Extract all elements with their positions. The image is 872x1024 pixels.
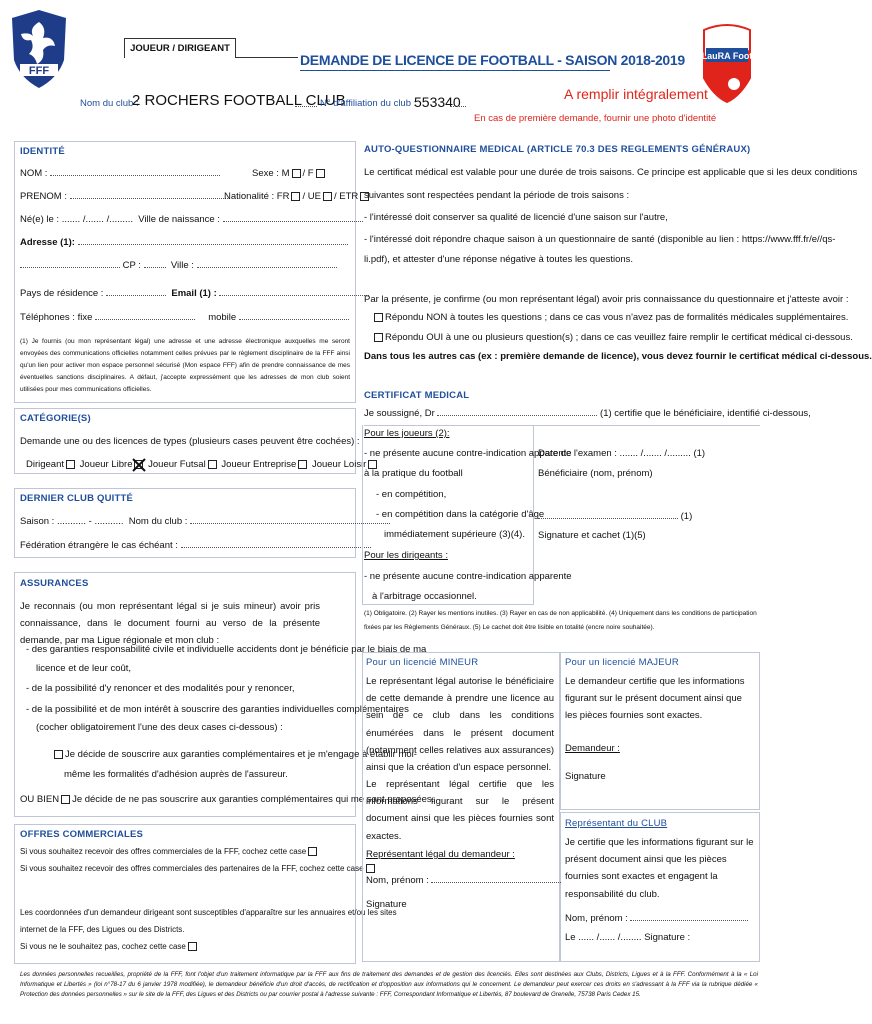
majeur-p1: Le demandeur certifie que les informations figurant sur le présent document ainsi que les pièces fournies sont exactes. <box>565 676 745 722</box>
certif-dr-label: Je soussigné, Dr <box>364 408 435 419</box>
majeur-sig[interactable]: Signature <box>565 771 606 782</box>
aq-r2 <box>372 331 853 344</box>
checked-mark-icon <box>132 458 146 472</box>
ou-bien-label: OU BIEN <box>20 794 60 805</box>
majeur-title: Pour un licencié MAJEUR <box>565 657 679 668</box>
certif-j3a: - en compétition dans la catégorie d'âge <box>376 509 545 520</box>
certif-dirigeants: Pour les dirigeants : <box>364 550 448 561</box>
cat-libre-checkbox[interactable] <box>134 460 143 469</box>
nat-fr-checkbox[interactable] <box>291 192 300 201</box>
date-naissance: Né(e) le : ....... /....... /......... <box>20 214 133 225</box>
assur-refuser-checkbox[interactable] <box>61 795 70 804</box>
nationalite-label: Nationalité : FR <box>224 191 290 202</box>
certif-sig-note: (1) <box>680 511 693 522</box>
club-rep-title: Représentant du CLUB <box>565 818 668 829</box>
offres-fff-checkbox[interactable] <box>308 847 317 856</box>
assurances-title: ASSURANCES <box>20 578 89 589</box>
certif-date[interactable]: Date de l'examen : ....... /....... /......... (1) <box>538 448 706 459</box>
certif-j3b: immédiatement supérieure (3)(4). <box>384 529 525 540</box>
categorie-title: CATÉGORIE(S) <box>20 413 91 424</box>
certif-d1: - ne présente aucune contre-indication apparente <box>364 571 572 582</box>
assur-b3a: - de la possibilité et de mon intérêt à souscrire des garanties individuelles complémentaires <box>26 704 409 715</box>
affil-dots <box>450 106 466 107</box>
aq-p2: Par la présente, je confirme (ou mon représentant légal) avoir pris connaissance du questionnaire et j'atteste avoir : <box>364 294 849 305</box>
mineur-p2: Le représentant légal certifie que les informations figurant sur le présent document ainsi que les pièces fournies sont exactes. <box>366 779 554 842</box>
adresse-field[interactable] <box>20 236 348 249</box>
prenom-field[interactable] <box>20 190 230 203</box>
nat-ue-label: / UE <box>302 191 321 202</box>
offres-annuaire-b: internet de la FFF, des Ligues ou des Districts. <box>20 925 185 934</box>
club-rep-p1: Je certifie que les informations figurant sur le présent document ainsi que les pièces fournies sont exactes et engagent la responsabilité du club. <box>565 837 754 900</box>
laura-logo-text: LauRA Foot <box>701 51 753 61</box>
majeur-dem: Demandeur : <box>565 743 620 754</box>
club-dots <box>295 106 317 107</box>
mineur-sig[interactable]: Signature <box>366 899 407 910</box>
certif-notes: (1) Obligatoire. (2) Rayer les mentions inutiles. (3) Rayer en cas de non applicabilité. (4) Uniquement dans les conditions de participation fixées par les Règlements Généraux. (5) Le cachet doit être lisible en totalité (encre noire souhaitée). <box>364 610 757 631</box>
offres-fff-label: Si vous souhaitez recevoir des offres commerciales de la FFF, cochez cette case <box>20 847 307 856</box>
dernier-club-title: DERNIER CLUB QUITTÉ <box>20 493 134 504</box>
assur-b2: - de la possibilité d'y renoncer et des modalités pour y renoncer, <box>26 683 295 694</box>
sexe-m-checkbox[interactable] <box>292 169 301 178</box>
aq-p1b: suivantes sont respectées pendant la période de trois saisons : <box>364 190 630 201</box>
certif-certifie-label: (1) certifie que le bénéficiaire, identifié ci-dessous, <box>600 408 811 419</box>
cat-dirigeant-label: Dirigeant <box>26 459 65 470</box>
nat-etr-label: / ETR <box>333 191 359 202</box>
aq-c1: - l'intéressé doit conserver sa qualité de licencié d'une saison sur l'autre, <box>364 212 668 223</box>
assur-b1b: licence et de leur coût, <box>36 663 132 674</box>
complete-note: A remplir intégralement <box>564 86 708 102</box>
offres-refus <box>20 941 199 952</box>
certif-sig-line[interactable] <box>538 510 692 523</box>
cat-libre-label: Joueur Libre <box>79 459 133 470</box>
aq-c2a: - l'intéressé doit répondre chaque saison à un questionnaire de santé (disponible au lien : https://www.fff.fr/e//qs- <box>364 234 836 245</box>
cat-futsal-label: Joueur Futsal <box>148 459 206 470</box>
assur-b1a: - des garanties responsabilité civile et individuelle accidents dont je bénéficie par le biais de ma <box>26 644 427 655</box>
certif-joueurs: Pour les joueurs (2): <box>364 428 450 439</box>
cp-ville-field[interactable] <box>20 259 337 272</box>
federation-field[interactable] <box>20 539 371 552</box>
cat-futsal-checkbox[interactable] <box>208 460 217 469</box>
auto-quest-title: AUTO-QUESTIONNAIRE MEDICAL (ARTICLE 70.3 DES REGLEMENTS GÉNÉRAUX) <box>364 144 751 155</box>
identite-title: IDENTITÉ <box>20 146 65 157</box>
aq-non-checkbox[interactable] <box>374 313 383 322</box>
aq-r2-label: Répondu OUI à une ou plusieurs question(s) ; dans ce cas veuillez faire remplir le certificat médical ci-dessous. <box>385 332 853 343</box>
certificat-title: CERTIFICAT MEDICAL <box>364 390 470 401</box>
assur-opt2-label: Je décide de ne pas souscrire aux garanties complémentaires qui me sont proposées. <box>72 794 435 805</box>
laura-logo <box>700 22 754 104</box>
club-rep-le[interactable]: Le ...... /...... /........ Signature : <box>565 932 691 943</box>
cat-entreprise-label: Joueur Entreprise <box>221 459 297 470</box>
aq-r1-label: Répondu NON à toutes les questions ; dans ce cas vous n'avez pas de formalités médicales supplémentaires. <box>385 312 849 323</box>
assur-souscrire-checkbox[interactable] <box>54 750 63 759</box>
title-rule <box>300 70 610 71</box>
form-title: DEMANDE DE LICENCE DE FOOTBALL - SAISON 2018-2019 <box>300 52 685 68</box>
pays-field[interactable] <box>20 287 369 300</box>
offres-refus-label: Si vous ne le souhaitez pas, cochez cette case <box>20 942 186 951</box>
mineur-title: Pour un licencié MINEUR <box>366 657 479 668</box>
aq-r3: Dans tous les autres cas (ex : première demande de licence), vous devez fournir le certificat médical ci-dessous. <box>364 351 872 362</box>
fff-logo-text: FFF <box>28 65 50 77</box>
ville-naissance-label: Ville de naissance : <box>138 214 220 225</box>
email-label: Email (1) : <box>171 288 217 299</box>
sexe-field <box>252 167 327 180</box>
aq-p1a: Le certificat médical est valable pour une durée de trois saisons. Ce principe est applicable que si les deux conditions <box>364 167 858 178</box>
certif-soussigne[interactable] <box>364 407 811 420</box>
tel-label: Téléphones : fixe <box>20 312 93 323</box>
saison-field[interactable] <box>20 515 390 528</box>
certif-j2: - en compétition, <box>376 489 447 500</box>
nom-club-label: Nom du club : <box>128 516 188 527</box>
mineur-nom[interactable] <box>366 874 561 887</box>
certif-benef: Bénéficiaire (nom, prénom) <box>538 468 653 479</box>
nat-ue-checkbox[interactable] <box>323 192 332 201</box>
sexe-f-checkbox[interactable] <box>316 169 325 178</box>
cp-label: CP : <box>122 260 141 271</box>
fff-logo <box>8 8 70 90</box>
sexe-f-label: / F <box>302 168 314 179</box>
saison-label: Saison : ........... - ........... <box>20 516 124 527</box>
ville-label: Ville : <box>170 260 194 271</box>
certif-d1b: à l'arbitrage occasionnel. <box>372 591 477 602</box>
club-rep-nom[interactable] <box>565 912 748 925</box>
nom-field[interactable] <box>20 167 220 180</box>
club-label: Nom du club : <box>80 98 139 109</box>
photo-note: En cas de première demande, fournir une photo d'identité <box>474 113 717 124</box>
club-name-field[interactable]: 2 ROCHERS FOOTBALL CLUB <box>132 92 346 109</box>
tel-field[interactable] <box>20 311 349 324</box>
certif-j1: - ne présente aucune contre-indication apparente <box>364 448 572 459</box>
categorie-options <box>26 458 379 471</box>
club-rep-nom-label: Nom, prénom : <box>565 913 628 924</box>
adresse-label: Adresse (1): <box>20 237 75 248</box>
certif-j1b: à la pratique du football <box>364 468 463 479</box>
affil-field[interactable]: 553340 <box>414 94 461 110</box>
cat-loisir-label: Joueur Loisir <box>311 459 367 470</box>
offres-partenaires <box>20 863 377 874</box>
footer-legal: Les données personnelles recueillies, propriété de la FFF, font l'objet d'un traitement informatique par la FFF aux fins de traitement des demandes et de gestion des licenciés. Elles sont destinées aux Clubs, Districts, Ligues et à la FFF. Conformément à la « Loi Informatique et Libertés » (loi n°78-17 du 6 janvier 1978 modifiée), le demandeur bénéficie d'un droit d'accès, de rectification et d'opposition aux informations qui le concernent. Le demandeur peut exercer ces droits en s'adressant à la FFF via la rubrique dédiée « Protection des données personnelles » sur le site de la FFF, des Ligues et des Districts ou par courrier postal à l'adresse suivante : FFF, Correspondant Informatique et Libertés, 87 boulevard de Grenelle, 75738 Paris Cedex 15. <box>20 971 758 998</box>
cat-entreprise-checkbox[interactable] <box>298 460 307 469</box>
mineur-rep: Représentant légal du demandeur : <box>366 849 515 860</box>
categorie-intro: Demande une ou des licences de types (plusieurs cases peuvent être cochées) : <box>20 436 360 447</box>
assur-opt1b: même les formalités d'adhésion auprès de l'assureur. <box>64 769 288 780</box>
offres-partenaires-label: Si vous souhaitez recevoir des offres commerciales des partenaires de la FFF, cochez cette case <box>20 864 364 873</box>
affil-label: N° d'affiliation du club : <box>320 98 417 109</box>
aq-oui-checkbox[interactable] <box>374 333 383 342</box>
sexe-label: Sexe : M <box>252 168 290 179</box>
assur-opt1a-label: Je décide de souscrire aux garanties complémentaires et je m'engage à établir moi- <box>65 749 417 760</box>
badge-rule <box>236 57 298 58</box>
assur-b3b: (cocher obligatoirement l'une des deux cases ci-dessous) : <box>36 722 283 733</box>
mobile-label: mobile <box>208 312 237 323</box>
nationalite-field <box>224 190 371 203</box>
certif-sig-label: Signature et cachet (1)(5) <box>538 530 646 541</box>
prenom-label: PRENOM : <box>20 191 67 202</box>
offres-annuaire-a: Les coordonnées d'un demandeur dirigeant sont susceptibles d'apparaître sur les annuaires et/ou les sites <box>20 908 397 917</box>
offres-title: OFFRES COMMERCIALES <box>20 829 144 840</box>
federation-label: Fédération étrangère le cas échéant : <box>20 540 178 551</box>
assurances-intro: Je reconnais (ou mon représentant légal si je suis mineur) avoir pris connaissance, dans le document fourni au verso de la présente demande, par ma Ligue régionale et mon club : <box>20 601 320 646</box>
cat-dirigeant-checkbox[interactable] <box>66 460 75 469</box>
mineur-p1: Le représentant légal autorise le bénéficiaire de cette demande à prendre une licence au sein de ce club dans les conditions énumérées dans le présent document (notamment celles relatives aux assurances) ainsi que la création d'un espace personnel. <box>366 676 554 774</box>
badge-joueur-dirigeant: JOUEUR / DIRIGEANT <box>124 38 236 58</box>
offres-fff <box>20 846 319 857</box>
aq-r1 <box>372 311 848 324</box>
mineur-nom-label: Nom, prénom : <box>366 875 429 886</box>
offres-refus-checkbox[interactable] <box>188 942 197 951</box>
naissance-field[interactable] <box>20 213 363 226</box>
pays-label: Pays de résidence : <box>20 288 104 299</box>
nom-label: NOM : <box>20 168 48 179</box>
identite-note: (1) Je fournis (ou mon représentant légal) une adresse et une adresse électronique auxquelles me seront envoyées des communications officielles notamment celles prévues par le règlement disciplinaire de la FFF ainsi qu'un lien pour activer mon espace personnel sécurisé (Mon espace FFF) afin de prendre connaissance de mes éventuelles sanctions disciplinaires. A défaut, j'accepte expressément que les adresses de mon club soient utilisées pour mes communications officielles. <box>20 338 350 393</box>
aq-c2b: li.pdf), et attester d'une réponse négative à toutes les questions. <box>364 254 634 265</box>
